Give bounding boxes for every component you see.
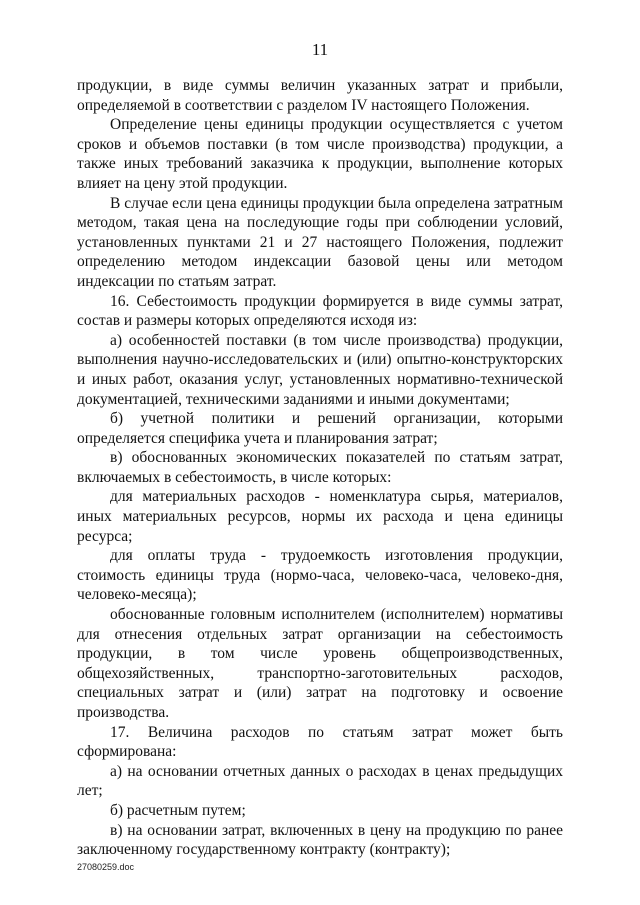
paragraph-clause-16v: в) обоснованных экономических показателей по статьям затрат, включаемых в себестоимость, в числе которых: xyxy=(77,449,563,486)
paragraph-clause-17b: б) расчетным путем; xyxy=(110,801,246,819)
paragraph-clause-17a: а) на основании отчетных данных о расходах в ценах предыдущих лет; xyxy=(77,762,563,800)
paragraph-clause-16a: а) особенностей поставки (в том числе производства) продукции, выполнения научно-исследовательских и (или) опытно-конструкторских и иных работ, оказания услуг, установленных нормативно-технической документацией, техническими заданиями и иными документами; xyxy=(77,331,563,408)
paragraph-cost-method-indexation: В случае если цена единицы продукции была определена затратным методом, такая цена на последующие годы при соблюдении условий, установленных пунктами 21 и 27 настоящего Положения, подлежит определению методом индексации базовой цены или методом индексации по статьям затрат. xyxy=(77,194,563,290)
paragraph-continuation: продукции, в виде суммы величин указанных затрат и прибыли, определяемой в соответствии с разделом IV настоящего Положения. xyxy=(77,77,563,114)
paragraph-clause-17: 17. Величина расходов по статьям затрат может быть сформирована: xyxy=(77,723,563,761)
page-number: 11 xyxy=(311,40,329,59)
paragraph-material-expenses: для материальных расходов - номенклатура сырья, материалов, иных материальных ресурсов, нормы их расхода и цена единицы ресурса; xyxy=(77,488,563,545)
paragraph-overhead-norms: обоснованные головным исполнителем (исполнителем) нормативы для отнесения отдельных затрат организации на себестоимость продукции, в том числе уровень общепроизводственных, общехозяйственных, транспортно-заготовительных расходов, специальных затрат и (или) затрат на подготовку и освоение производства. xyxy=(77,606,563,721)
paragraph-clause-16: 16. Себестоимость продукции формируется в виде суммы затрат, состав и размеры которых определяются исходя из: xyxy=(77,292,563,330)
paragraph-price-determination: Определение цены единицы продукции осуществляется с учетом сроков и объемов поставки (в том числе производства) продукции, а также иных требований заказчика к продукции, выполнение которых влияет на цену этой продукции. xyxy=(77,116,563,192)
paragraph-clause-17v: в) на основании затрат, включенных в цену на продукцию по ранее заключенному государственному контракту (контракту); xyxy=(77,821,563,859)
document-body xyxy=(77,76,563,860)
paragraph-clause-16b: б) учетной политики и решений организации, которыми определяется специфика учета и планирования затрат; xyxy=(77,410,563,447)
document-file-code: 27080259.doc xyxy=(77,862,135,872)
paragraph-labor-costs: для оплаты труда - трудоемкость изготовления продукции, стоимость единицы труда (нормо-часа, человеко-часа, человеко-дня, человеко-месяца); xyxy=(77,547,563,604)
